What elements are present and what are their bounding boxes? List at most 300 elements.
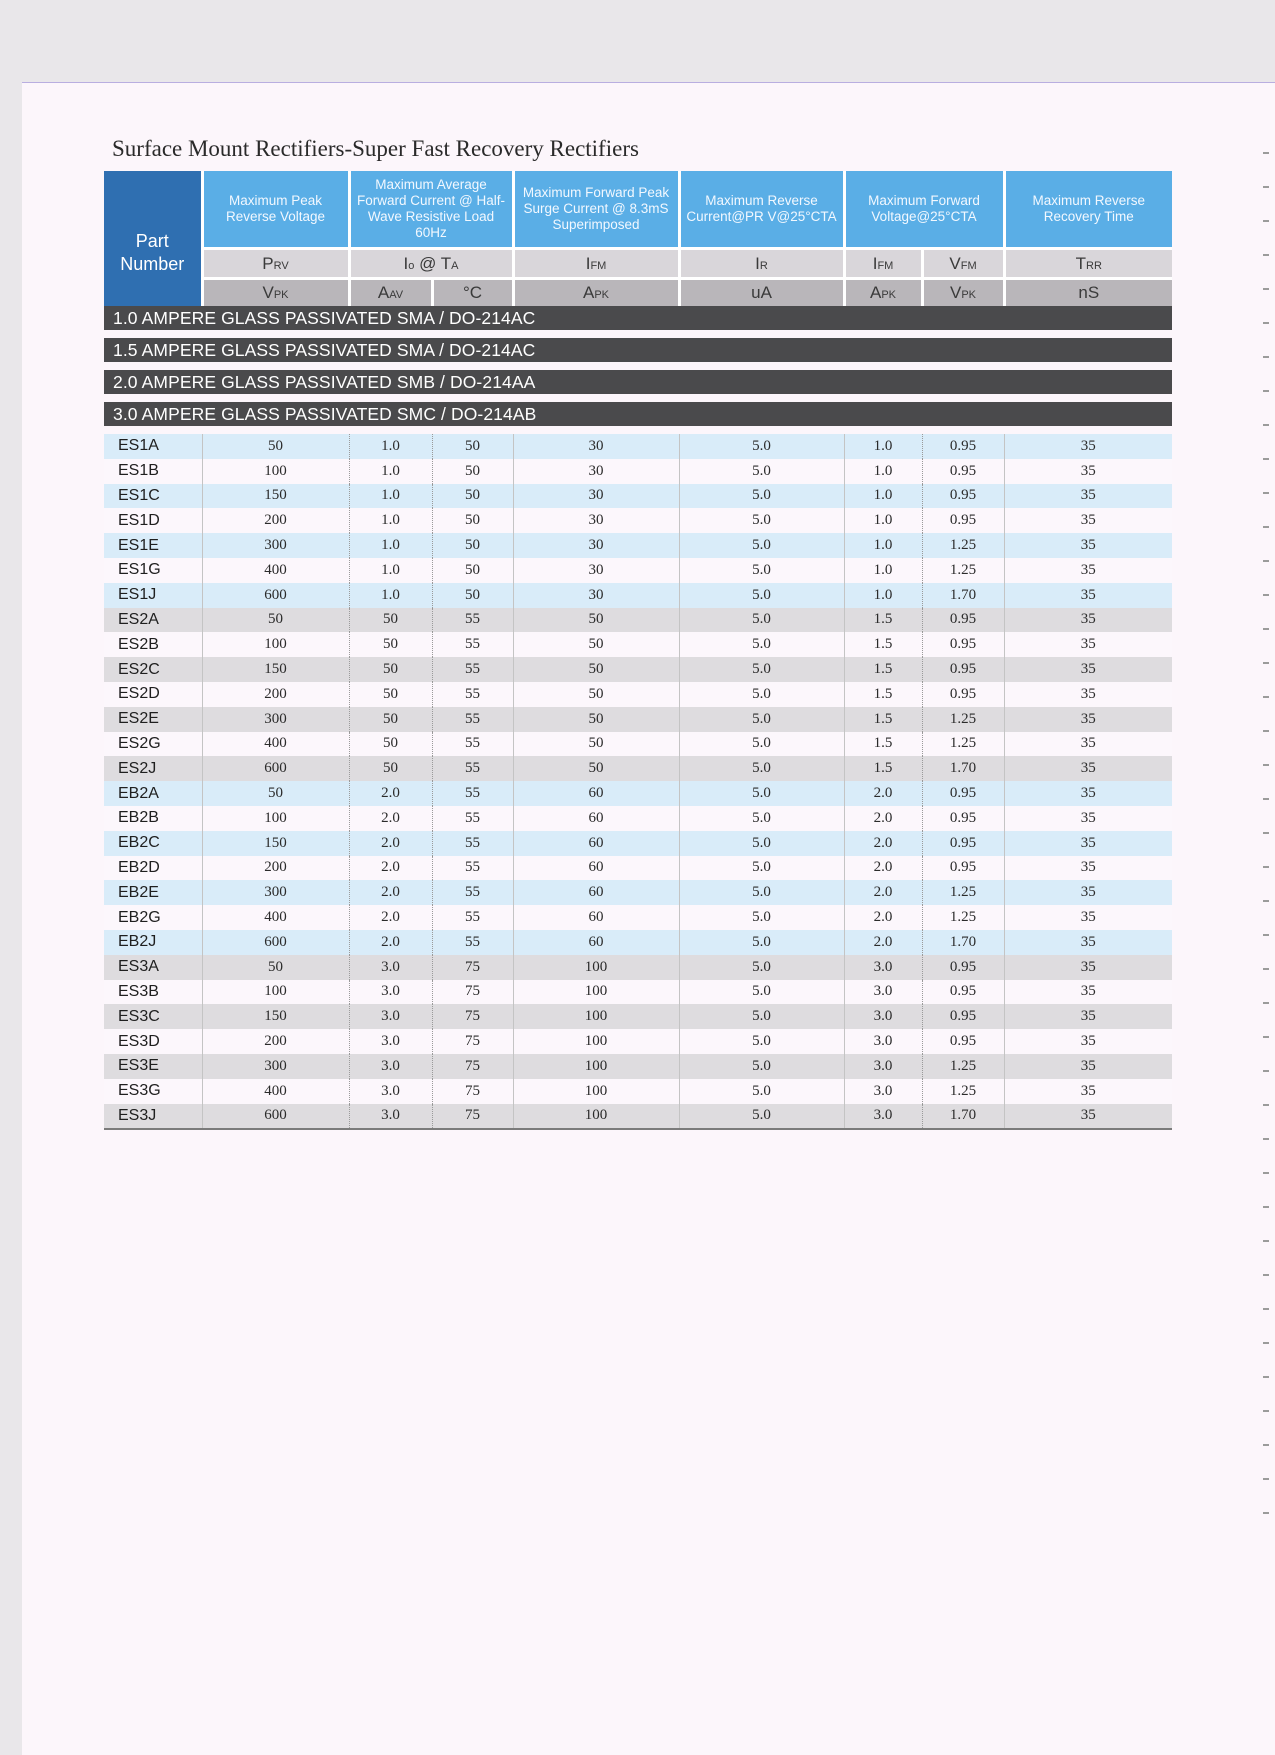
value-cell: 50: [432, 533, 513, 558]
value-cell: 75: [432, 1004, 513, 1029]
value-cell: 5.0: [679, 707, 844, 732]
value-cell: 75: [432, 1079, 513, 1104]
value-cell: 1.0: [349, 508, 432, 533]
value-cell: 1.5: [844, 657, 922, 682]
value-cell: 1.0: [349, 459, 432, 484]
value-cell: 100: [202, 980, 349, 1005]
table-row: [104, 657, 1172, 682]
value-cell: 55: [432, 831, 513, 856]
value-cell: 2.0: [844, 806, 922, 831]
part-number-cell: ES2J: [104, 756, 202, 781]
value-cell: 50: [513, 657, 679, 682]
value-cell: 2.0: [349, 856, 432, 881]
value-cell: 3.0: [349, 1079, 432, 1104]
value-cell: 5.0: [679, 1029, 844, 1054]
value-cell: 3.0: [844, 1004, 922, 1029]
value-cell: 400: [202, 1079, 349, 1104]
header-forward-surge-current: Maximum Forward Peak Surge Current @ 8.3mS Superimposed: [513, 171, 679, 249]
value-cell: 3.0: [844, 1104, 922, 1130]
value-cell: 50: [513, 756, 679, 781]
value-cell: 600: [202, 1104, 349, 1130]
value-cell: 35: [1004, 484, 1172, 509]
value-cell: 150: [202, 657, 349, 682]
section-rows: [104, 955, 1172, 1130]
value-cell: 60: [513, 880, 679, 905]
value-cell: 30: [513, 533, 679, 558]
value-cell: 50: [202, 434, 349, 459]
header-forward-voltage: Maximum Forward Voltage@25°CTA: [844, 171, 1004, 249]
value-cell: 1.0: [844, 533, 922, 558]
table-row: [104, 558, 1172, 583]
table-row: [104, 583, 1172, 608]
value-cell: 35: [1004, 880, 1172, 905]
value-cell: 35: [1004, 781, 1172, 806]
value-cell: 100: [513, 1104, 679, 1130]
value-cell: 150: [202, 1004, 349, 1029]
value-cell: 1.5: [844, 756, 922, 781]
value-cell: 55: [432, 756, 513, 781]
table-row: [104, 930, 1172, 955]
value-cell: 200: [202, 508, 349, 533]
table-row: [104, 632, 1172, 657]
value-cell: 5.0: [679, 806, 844, 831]
value-cell: 50: [349, 732, 432, 757]
value-cell: 35: [1004, 1004, 1172, 1029]
value-cell: 50: [432, 484, 513, 509]
value-cell: 1.70: [922, 930, 1004, 955]
part-number-header: Part Number: [104, 171, 202, 306]
value-cell: 5.0: [679, 930, 844, 955]
value-cell: 35: [1004, 856, 1172, 881]
table-row: [104, 732, 1172, 757]
value-cell: 35: [1004, 1029, 1172, 1054]
value-cell: 35: [1004, 1054, 1172, 1079]
value-cell: 100: [513, 955, 679, 980]
value-cell: 5.0: [679, 657, 844, 682]
value-cell: 300: [202, 533, 349, 558]
table-row: [104, 608, 1172, 633]
value-cell: 5.0: [679, 508, 844, 533]
header-reverse-current: Maximum Reverse Current@PR V@25°CTA: [679, 171, 844, 249]
value-cell: 400: [202, 732, 349, 757]
value-cell: 150: [202, 831, 349, 856]
value-cell: 50: [432, 459, 513, 484]
value-cell: 1.0: [844, 484, 922, 509]
part-number-cell: ES1E: [104, 533, 202, 558]
value-cell: 35: [1004, 1104, 1172, 1130]
section-header: [104, 306, 1172, 330]
value-cell: 5.0: [679, 1054, 844, 1079]
table-row: [104, 1054, 1172, 1079]
symbol-vfm: VFM: [922, 249, 1004, 279]
value-cell: 50: [349, 707, 432, 732]
value-cell: 50: [349, 682, 432, 707]
value-cell: 50: [349, 756, 432, 781]
value-cell: 1.5: [844, 632, 922, 657]
value-cell: 1.5: [844, 682, 922, 707]
value-cell: 3.0: [349, 1104, 432, 1130]
symbol-ifm: IFM: [513, 249, 679, 279]
value-cell: 300: [202, 880, 349, 905]
value-cell: 75: [432, 1054, 513, 1079]
value-cell: 2.0: [349, 930, 432, 955]
value-cell: 0.95: [922, 459, 1004, 484]
value-cell: 2.0: [349, 806, 432, 831]
value-cell: 2.0: [844, 831, 922, 856]
value-cell: 1.0: [349, 533, 432, 558]
value-cell: 5.0: [679, 484, 844, 509]
value-cell: 75: [432, 980, 513, 1005]
value-cell: 2.0: [349, 880, 432, 905]
value-cell: 2.0: [844, 905, 922, 930]
table-row: [104, 756, 1172, 781]
value-cell: 400: [202, 905, 349, 930]
value-cell: 30: [513, 558, 679, 583]
value-cell: 0.95: [922, 657, 1004, 682]
part-number-cell: ES1B: [104, 459, 202, 484]
value-cell: 100: [513, 1079, 679, 1104]
value-cell: 60: [513, 856, 679, 881]
value-cell: 5.0: [679, 583, 844, 608]
value-cell: 3.0: [844, 1079, 922, 1104]
value-cell: 0.95: [922, 781, 1004, 806]
section-header: [104, 402, 1172, 426]
section-header: [104, 338, 1172, 362]
part-number-cell: ES3D: [104, 1029, 202, 1054]
value-cell: 1.0: [844, 583, 922, 608]
value-cell: 1.0: [844, 459, 922, 484]
value-cell: 200: [202, 1029, 349, 1054]
value-cell: 100: [202, 459, 349, 484]
value-cell: 50: [513, 632, 679, 657]
value-cell: 35: [1004, 707, 1172, 732]
part-number-cell: ES1G: [104, 558, 202, 583]
unit-ua: uA: [679, 279, 844, 307]
value-cell: 50: [513, 682, 679, 707]
part-number-cell: ES2D: [104, 682, 202, 707]
table-row: [104, 1104, 1172, 1130]
table-row: [104, 880, 1172, 905]
table-row: [104, 806, 1172, 831]
value-cell: 1.25: [922, 905, 1004, 930]
value-cell: 55: [432, 781, 513, 806]
value-cell: 35: [1004, 955, 1172, 980]
value-cell: 30: [513, 508, 679, 533]
value-cell: 5.0: [679, 533, 844, 558]
value-cell: 5.0: [679, 1004, 844, 1029]
value-cell: 0.95: [922, 508, 1004, 533]
value-cell: 3.0: [844, 1054, 922, 1079]
value-cell: 5.0: [679, 434, 844, 459]
value-cell: 3.0: [844, 955, 922, 980]
value-cell: 150: [202, 484, 349, 509]
value-cell: 1.0: [844, 558, 922, 583]
value-cell: 1.70: [922, 756, 1004, 781]
value-cell: 35: [1004, 756, 1172, 781]
part-number-cell: ES1C: [104, 484, 202, 509]
value-cell: 35: [1004, 608, 1172, 633]
value-cell: 35: [1004, 632, 1172, 657]
table-row: [104, 781, 1172, 806]
value-cell: 1.0: [349, 558, 432, 583]
value-cell: 1.0: [844, 434, 922, 459]
value-cell: 5.0: [679, 1104, 844, 1130]
unit-vpk-forward: VPK: [922, 279, 1004, 307]
spacer-cell: [104, 330, 1172, 338]
spec-table-body: [104, 306, 1172, 434]
value-cell: 1.25: [922, 533, 1004, 558]
value-cell: 3.0: [349, 1029, 432, 1054]
table-row: [104, 955, 1172, 980]
value-cell: 35: [1004, 657, 1172, 682]
value-cell: 100: [513, 1029, 679, 1054]
value-cell: 50: [202, 955, 349, 980]
value-cell: 100: [513, 980, 679, 1005]
value-cell: 35: [1004, 930, 1172, 955]
section-spacer: [104, 362, 1172, 370]
value-cell: 35: [1004, 508, 1172, 533]
value-cell: 5.0: [679, 608, 844, 633]
value-cell: 1.25: [922, 558, 1004, 583]
value-cell: 50: [349, 632, 432, 657]
value-cell: 1.25: [922, 1054, 1004, 1079]
part-number-cell: ES3B: [104, 980, 202, 1005]
value-cell: 35: [1004, 732, 1172, 757]
value-cell: 55: [432, 657, 513, 682]
table-row: [104, 533, 1172, 558]
spacer-cell: [104, 362, 1172, 370]
value-cell: 2.0: [349, 781, 432, 806]
value-cell: 0.95: [922, 955, 1004, 980]
header-peak-reverse-voltage: Maximum Peak Reverse Voltage: [202, 171, 349, 249]
value-cell: 35: [1004, 1079, 1172, 1104]
value-cell: 3.0: [844, 980, 922, 1005]
unit-deg-c: °C: [432, 279, 513, 307]
part-number-cell: ES1D: [104, 508, 202, 533]
part-number-cell: ES1A: [104, 434, 202, 459]
value-cell: 2.0: [349, 905, 432, 930]
value-cell: 1.25: [922, 707, 1004, 732]
value-cell: 5.0: [679, 459, 844, 484]
value-cell: 50: [513, 732, 679, 757]
unit-ns: nS: [1004, 279, 1172, 307]
value-cell: 55: [432, 880, 513, 905]
value-cell: 1.0: [844, 508, 922, 533]
table-row: [104, 831, 1172, 856]
value-cell: 100: [202, 632, 349, 657]
value-cell: 55: [432, 732, 513, 757]
value-cell: 30: [513, 434, 679, 459]
part-number-cell: ES3J: [104, 1104, 202, 1130]
header-recovery-time: Maximum Reverse Recovery Time: [1004, 171, 1172, 249]
value-cell: 100: [513, 1054, 679, 1079]
page-title: Surface Mount Rectifiers-Super Fast Recovery Rectifiers: [112, 136, 639, 161]
value-cell: 75: [432, 955, 513, 980]
value-cell: 30: [513, 484, 679, 509]
value-cell: 300: [202, 707, 349, 732]
value-cell: 55: [432, 856, 513, 881]
value-cell: 35: [1004, 533, 1172, 558]
unit-apk: APK: [513, 279, 679, 307]
value-cell: 5.0: [679, 756, 844, 781]
table-row: [104, 484, 1172, 509]
part-number-cell: ES3G: [104, 1079, 202, 1104]
value-cell: 1.70: [922, 583, 1004, 608]
part-number-cell: ES3A: [104, 955, 202, 980]
value-cell: 60: [513, 905, 679, 930]
value-cell: 0.95: [922, 1029, 1004, 1054]
part-number-cell: ES2A: [104, 608, 202, 633]
section-spacer: [104, 330, 1172, 338]
value-cell: 2.0: [844, 781, 922, 806]
symbol-ifm-forward: IFM: [844, 249, 922, 279]
value-cell: 5.0: [679, 880, 844, 905]
value-cell: 50: [202, 781, 349, 806]
value-cell: 5.0: [679, 856, 844, 881]
value-cell: 1.0: [349, 434, 432, 459]
value-cell: 100: [513, 1004, 679, 1029]
value-cell: 35: [1004, 459, 1172, 484]
section-spacer: [104, 426, 1172, 434]
value-cell: 35: [1004, 831, 1172, 856]
value-cell: 1.5: [844, 608, 922, 633]
value-cell: 55: [432, 608, 513, 633]
value-cell: 1.5: [844, 732, 922, 757]
value-cell: 5.0: [679, 682, 844, 707]
value-cell: 0.95: [922, 1004, 1004, 1029]
value-cell: 50: [349, 657, 432, 682]
value-cell: 1.0: [349, 583, 432, 608]
value-cell: 600: [202, 756, 349, 781]
section-rows: [104, 608, 1172, 782]
section-header: [104, 370, 1172, 394]
value-cell: 0.95: [922, 608, 1004, 633]
value-cell: 1.70: [922, 1104, 1004, 1130]
part-number-cell: ES2C: [104, 657, 202, 682]
part-number-cell: ES2G: [104, 732, 202, 757]
value-cell: 0.95: [922, 856, 1004, 881]
part-number-cell: ES2B: [104, 632, 202, 657]
table-row: [104, 980, 1172, 1005]
value-cell: 35: [1004, 806, 1172, 831]
value-cell: 5.0: [679, 955, 844, 980]
value-cell: 200: [202, 856, 349, 881]
section-rows: [104, 434, 1172, 608]
table-row: [104, 1029, 1172, 1054]
value-cell: 1.0: [349, 484, 432, 509]
value-cell: 35: [1004, 980, 1172, 1005]
unit-vpk: VPK: [202, 279, 349, 307]
value-cell: 55: [432, 682, 513, 707]
value-cell: 5.0: [679, 1079, 844, 1104]
value-cell: 0.95: [922, 632, 1004, 657]
part-number-cell: EB2A: [104, 781, 202, 806]
value-cell: 5.0: [679, 632, 844, 657]
value-cell: 60: [513, 781, 679, 806]
unit-aav: AAV: [349, 279, 432, 307]
section-spacer: [104, 394, 1172, 402]
table-row: [104, 1004, 1172, 1029]
value-cell: 0.95: [922, 682, 1004, 707]
value-cell: 600: [202, 930, 349, 955]
part-number-cell: ES3E: [104, 1054, 202, 1079]
symbol-io-ta: Io @ TA: [349, 249, 513, 279]
spacer-cell: [104, 426, 1172, 434]
value-cell: 50: [432, 434, 513, 459]
value-cell: 55: [432, 707, 513, 732]
rectifier-spec-table: [104, 171, 1172, 1130]
value-cell: 55: [432, 632, 513, 657]
value-cell: 2.0: [844, 856, 922, 881]
part-number-cell: ES3C: [104, 1004, 202, 1029]
value-cell: 35: [1004, 905, 1172, 930]
table-row: [104, 856, 1172, 881]
value-cell: 60: [513, 831, 679, 856]
part-number-cell: EB2C: [104, 831, 202, 856]
table-row: [104, 434, 1172, 459]
value-cell: 50: [349, 608, 432, 633]
symbol-ir: IR: [679, 249, 844, 279]
value-cell: 1.25: [922, 1079, 1004, 1104]
value-cell: 75: [432, 1029, 513, 1054]
value-cell: 2.0: [349, 831, 432, 856]
value-cell: 50: [432, 508, 513, 533]
value-cell: 60: [513, 806, 679, 831]
value-cell: 5.0: [679, 781, 844, 806]
value-cell: 0.95: [922, 806, 1004, 831]
unit-apk-forward: APK: [844, 279, 922, 307]
value-cell: 50: [202, 608, 349, 633]
value-cell: 2.0: [844, 880, 922, 905]
part-number-cell: EB2G: [104, 905, 202, 930]
table-row: [104, 905, 1172, 930]
section-title: 1.0 AMPERE GLASS PASSIVATED SMA / DO-214AC: [104, 306, 1172, 330]
value-cell: 55: [432, 905, 513, 930]
value-cell: 3.0: [349, 980, 432, 1005]
part-number-cell: ES1J: [104, 583, 202, 608]
symbol-trr: TRR: [1004, 249, 1172, 279]
value-cell: 0.95: [922, 980, 1004, 1005]
value-cell: 60: [513, 930, 679, 955]
value-cell: 100: [202, 806, 349, 831]
value-cell: 3.0: [349, 955, 432, 980]
value-cell: 0.95: [922, 484, 1004, 509]
symbol-prv: PRV: [202, 249, 349, 279]
value-cell: 50: [432, 583, 513, 608]
section-title: 2.0 AMPERE GLASS PASSIVATED SMB / DO-214AA: [104, 370, 1172, 394]
value-cell: 400: [202, 558, 349, 583]
section-title: 1.5 AMPERE GLASS PASSIVATED SMA / DO-214AC: [104, 338, 1172, 362]
section-rows: [104, 781, 1172, 955]
value-cell: 5.0: [679, 831, 844, 856]
table-row: [104, 508, 1172, 533]
value-cell: 30: [513, 459, 679, 484]
value-cell: 35: [1004, 558, 1172, 583]
value-cell: 3.0: [844, 1029, 922, 1054]
value-cell: 35: [1004, 583, 1172, 608]
value-cell: 0.95: [922, 434, 1004, 459]
value-cell: 600: [202, 583, 349, 608]
part-number-cell: EB2D: [104, 856, 202, 881]
spacer-cell: [104, 394, 1172, 402]
value-cell: 55: [432, 930, 513, 955]
part-number-cell: EB2B: [104, 806, 202, 831]
value-cell: 1.25: [922, 732, 1004, 757]
value-cell: 5.0: [679, 905, 844, 930]
page-edge-texture: [1263, 120, 1269, 1520]
value-cell: 55: [432, 806, 513, 831]
value-cell: 1.25: [922, 880, 1004, 905]
